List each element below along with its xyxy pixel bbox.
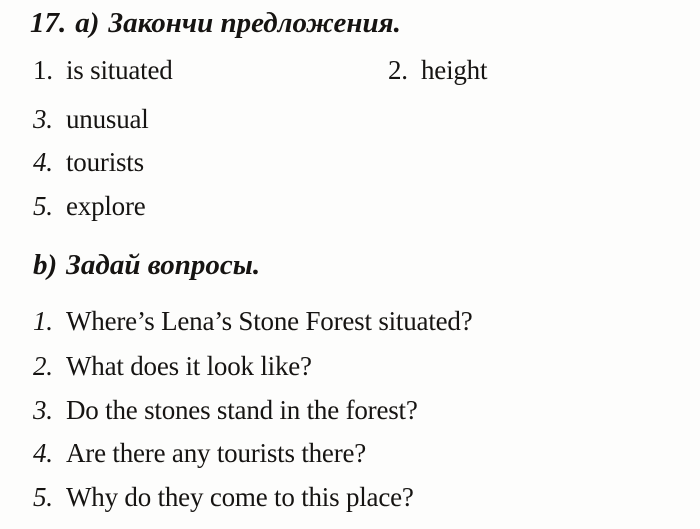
- answer-text: explore: [66, 191, 146, 221]
- answer-item-2: [388, 54, 487, 86]
- part-b-title: Задай вопросы.: [66, 249, 261, 281]
- item-number: 3.: [33, 395, 53, 425]
- part-a-heading: [30, 6, 401, 41]
- part-a-title: Закончи предложения.: [108, 7, 401, 39]
- answer-item-1: [33, 54, 173, 86]
- item-number: 2.: [33, 351, 53, 381]
- item-number: 4.: [33, 438, 53, 468]
- answer-text: tourists: [66, 147, 144, 177]
- answer-text: is situated: [66, 55, 173, 85]
- part-b-heading: [33, 248, 260, 283]
- answer-item-5: [33, 190, 146, 222]
- item-number: 3.: [33, 104, 53, 134]
- question-text: Do the stones stand in the forest?: [66, 395, 418, 425]
- question-item-1: [33, 305, 473, 337]
- answer-text: unusual: [66, 104, 149, 134]
- item-number: 1.: [33, 55, 53, 85]
- question-text: Why do they come to this place?: [66, 482, 414, 512]
- question-item-4: [33, 437, 366, 469]
- question-text: What does it look like?: [66, 351, 312, 381]
- item-number: 2.: [388, 55, 408, 85]
- question-item-2: [33, 350, 312, 382]
- answer-item-4: [33, 146, 144, 178]
- item-number: 5.: [33, 482, 53, 512]
- question-text: Are there any tourists there?: [66, 438, 367, 468]
- question-item-3: [33, 394, 418, 426]
- part-b-label: b): [33, 249, 58, 281]
- part-a-label: а): [75, 7, 100, 39]
- question-item-5: [33, 481, 414, 513]
- exercise-number: 17.: [30, 7, 67, 39]
- question-text: Where’s Lena’s Stone Forest situated?: [66, 306, 473, 336]
- answer-text: height: [421, 55, 488, 85]
- item-number: 5.: [33, 191, 53, 221]
- item-number: 1.: [33, 306, 53, 336]
- item-number: 4.: [33, 147, 53, 177]
- answer-item-3: [33, 103, 149, 135]
